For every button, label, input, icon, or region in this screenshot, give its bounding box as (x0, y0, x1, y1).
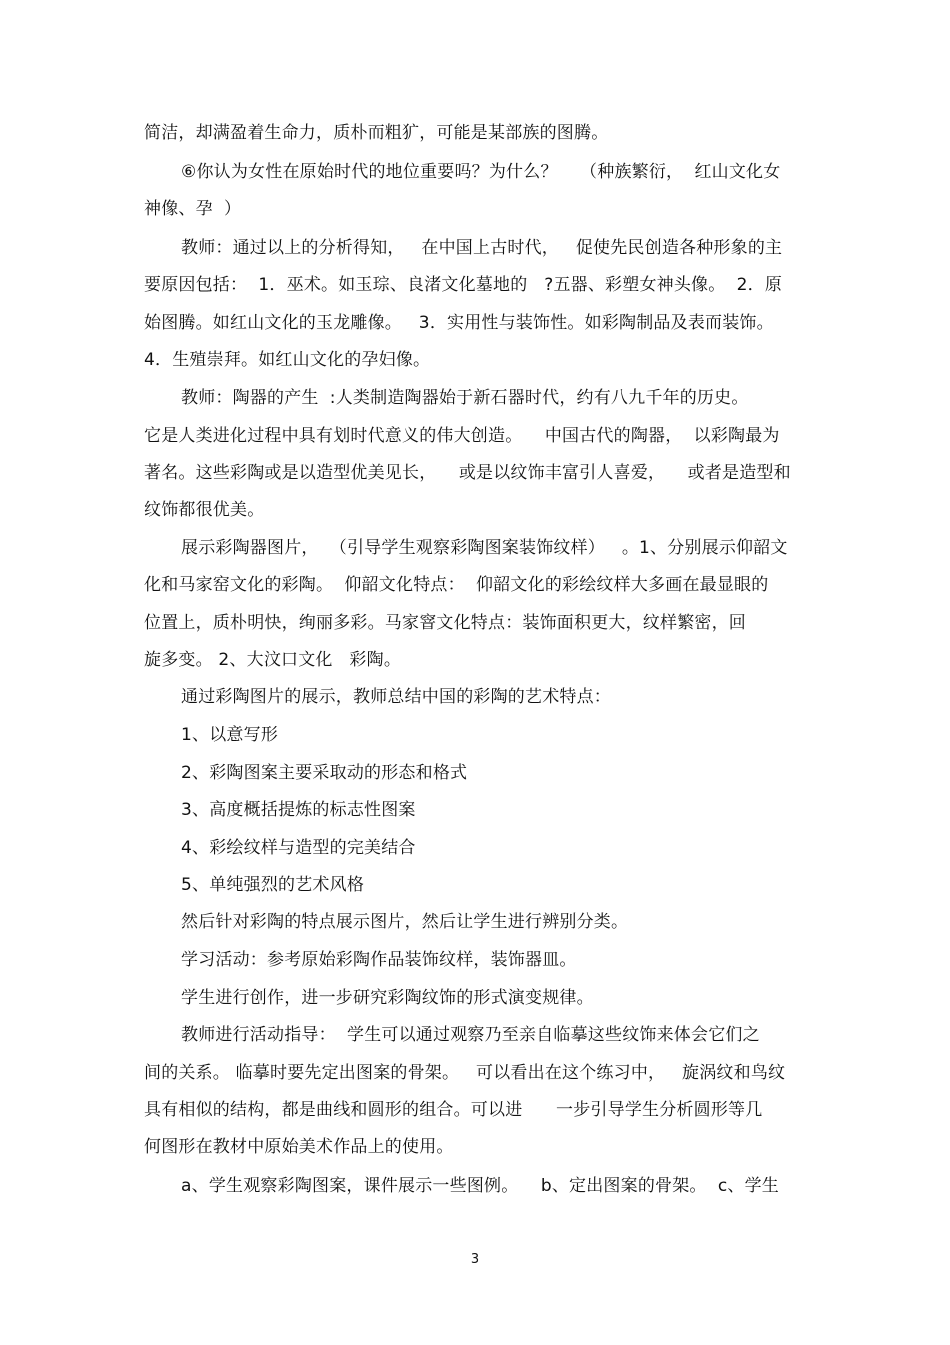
paragraph-line: 然后针对彩陶的特点展示图片，然后让学生进行辨别分类。 (181, 912, 629, 932)
paragraph-line: 通过彩陶图片的展示，教师总结中国的彩陶的艺术特点： (181, 687, 611, 707)
paragraph-line: ⑥你认为女性在原始时代的地位重要吗？为什么？ （种族繁衍， 红山文化女 (181, 162, 781, 182)
paragraph-line: a、学生观察彩陶图案，课件展示一些图例。 b、定出图案的骨架。 c、学生 (181, 1176, 779, 1196)
list-item: 5、单纯强烈的艺术风格 (181, 875, 365, 895)
paragraph-line: 它是人类进化过程中具有划时代意义的伟大创造。 中国古代的陶器， 以彩陶最为 (144, 426, 780, 446)
page-number: 3 (470, 1252, 480, 1267)
paragraph-line: 4．生殖崇拜。如红山文化的孕妇像。 (144, 350, 431, 370)
paragraph-line: 位置上，质朴明快，绚丽多彩。马家窨文化特点：装饰面积更大，纹样繁密，回 (144, 613, 746, 633)
paragraph-line: 教师：通过以上的分析得知， 在中国上古时代， 促使先民创造各种形象的主 (181, 238, 783, 258)
paragraph-line: 展示彩陶器图片， （引导学生观察彩陶图案装饰纹样） 。1、分别展示仰韶文 (181, 538, 788, 558)
paragraph-line: 何图形在教材中原始美术作品上的使用。 (144, 1137, 454, 1157)
paragraph-line: 教师：陶器的产生 :人类制造陶器始于新石器时代，约有八九千年的历史。 (181, 388, 749, 408)
list-item: 1、以意写形 (181, 725, 279, 745)
paragraph-line: 旋多变。 2、大汶口文化 彩陶。 (144, 650, 402, 670)
list-item: 2、彩陶图案主要采取动的形态和格式 (181, 763, 468, 783)
paragraph-line: 间的关系。 临摹时要先定出图案的骨架。 可以看出在这个练习中， 旋涡纹和鸟纹 (144, 1063, 786, 1083)
paragraph-line: 简洁，却满盈着生命力，质朴而粗犷，可能是某部族的图腾。 (144, 123, 609, 143)
paragraph-line: 学生进行创作，进一步研究彩陶纹饰的形式演变规律。 (181, 988, 594, 1008)
paragraph-line: 神像、孕 ） (144, 199, 242, 219)
paragraph-line: 纹饰都很优美。 (144, 500, 265, 520)
paragraph-line: 学习活动：参考原始彩陶作品装饰纹样，装饰器皿。 (181, 950, 577, 970)
paragraph-line: 化和马家窑文化的彩陶。 仰韶文化特点： 仰韶文化的彩绘纹样大多画在最显眼的 (144, 575, 769, 595)
paragraph-line: 著名。这些彩陶或是以造型优美见长， 或是以纹饰丰富引人喜爱， 或者是造型和 (144, 463, 791, 483)
paragraph-line: 要原因包括： 1．巫术。如玉琮、良渚文化墓地的 ?五器、彩塑女神头像。 2．原 (144, 275, 783, 295)
paragraph-line: 教师进行活动指导： 学生可以通过观察乃至亲自临摹这些纹饰来体会它们之 (181, 1025, 760, 1045)
paragraph-line: 具有相似的结构，都是曲线和圆形的组合。可以进 一步引导学生分析圆形等几 (144, 1100, 763, 1120)
paragraph-line: 始图腾。如红山文化的玉龙雕像。 3．实用性与装饰性。如彩陶制品及表而装饰。 (144, 313, 774, 333)
list-item: 3、高度概括提炼的标志性图案 (181, 800, 416, 820)
list-item: 4、彩绘纹样与造型的完美结合 (181, 838, 416, 858)
